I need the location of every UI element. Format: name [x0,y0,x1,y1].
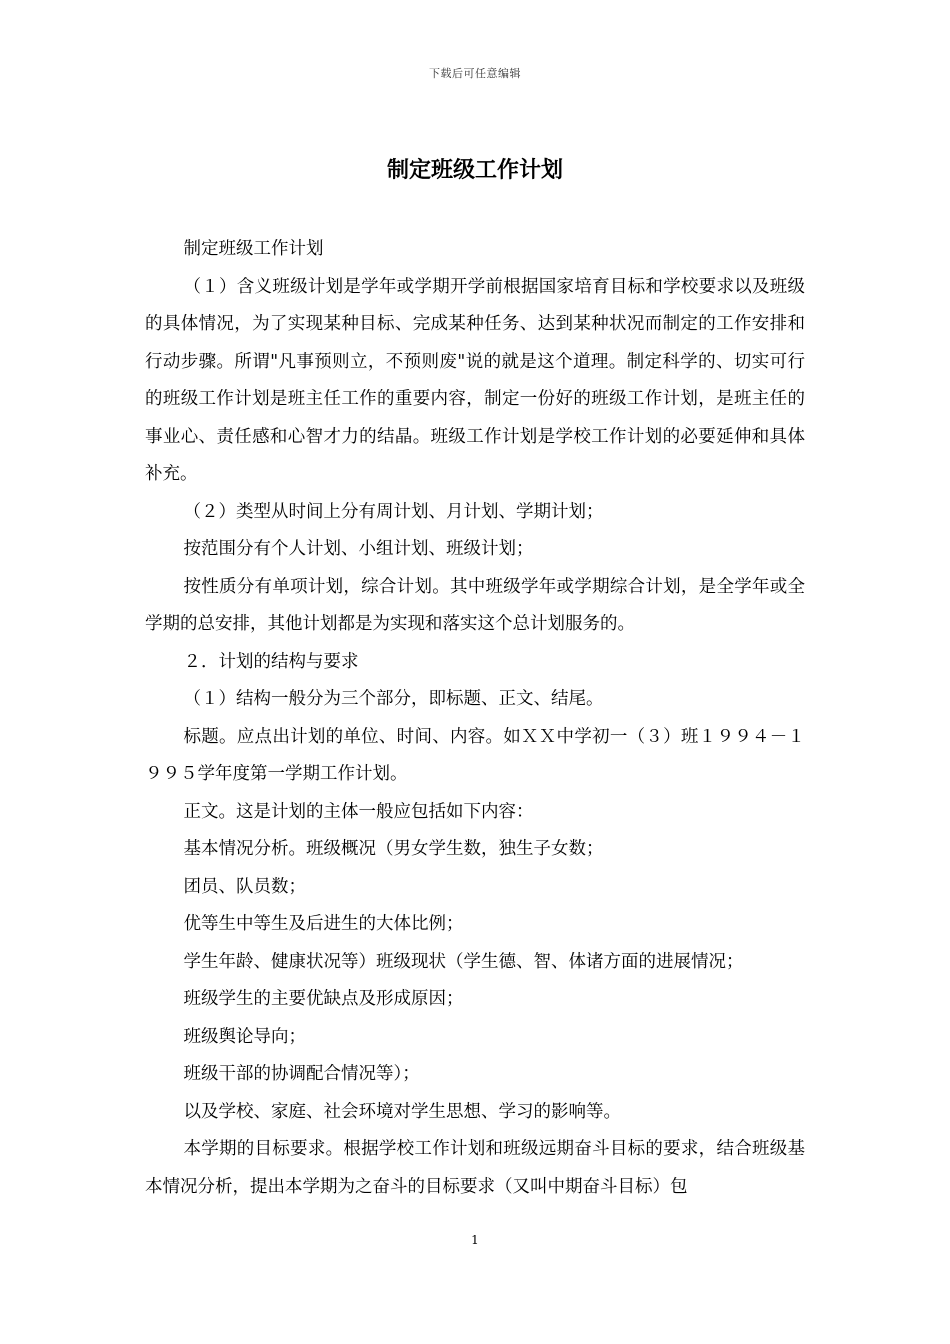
page-number: 1 [471,1233,479,1247]
document-title: 制定班级工作计划 [386,158,563,183]
paragraph: 团员、队员数； [183,876,306,897]
paragraph: （１）含义班级计划是学年或学期开学前根据国家培育目标和学校要求以及班级的具体情况，为了实现某种目标、完成某种任务、达到某种状况而制定的工作安排和行动步骤。所谓"凡事预则立，不预则废"说的就是这个道理。制定科学的、切实可行的班级工作计划是班主任工作的重要内容，制定一份好的班级工作计划，是班主任的事业心、责任感和心智才力的结晶。班级工作计划是学校工作计划的必要延伸和具体补充。 [145,276,805,484]
paragraph: 学生年龄、健康状况等）班级现状（学生德、智、体诸方面的进展情况； [183,951,744,972]
document-body [145,231,805,1206]
paragraph: 优等生中等生及后进生的大体比例； [183,914,464,934]
paragraph: ２．计划的结构与要求 [183,651,359,672]
paragraph: 以及学校、家庭、社会环境对学生思想、学习的影响等。 [183,1101,621,1122]
paragraph: （２）类型从时间上分有周计划、月计划、学期计划； [183,501,604,522]
paragraph: 班级干部的协调配合情况等）； [183,1064,420,1084]
paragraph: 正文。这是计划的主体一般应包括如下内容： [183,801,534,822]
paragraph: （１）结构一般分为三个部分，即标题、正文、结尾。 [183,689,604,709]
page-header-note: 下载后可任意编辑 [429,67,521,80]
paragraph: 本学期的目标要求。根据学校工作计划和班级远期奋斗目标的要求，结合班级基本情况分析，提出本学期为之奋斗的目标要求（又叫中期奋斗目标）包 [145,1139,805,1197]
paragraph: 标题。应点出计划的单位、时间、内容。如ＸＸ中学初一（３）班１９９４－１９９５学年度第一学期工作计划。 [145,726,805,784]
paragraph: 按范围分有个人计划、小组计划、班级计划； [183,539,534,559]
paragraph: 班级学生的主要优缺点及形成原因； [183,989,464,1009]
paragraph: 基本情况分析。班级概况（男女学生数，独生子女数； [183,839,604,859]
paragraph: 制定班级工作计划 [183,239,324,259]
paragraph: 班级舆论导向； [183,1026,306,1047]
paragraph: 按性质分有单项计划，综合计划。其中班级学年或学期综合计划，是全学年或全学期的总安排，其他计划都是为实现和落实这个总计划服务的。 [145,576,805,634]
